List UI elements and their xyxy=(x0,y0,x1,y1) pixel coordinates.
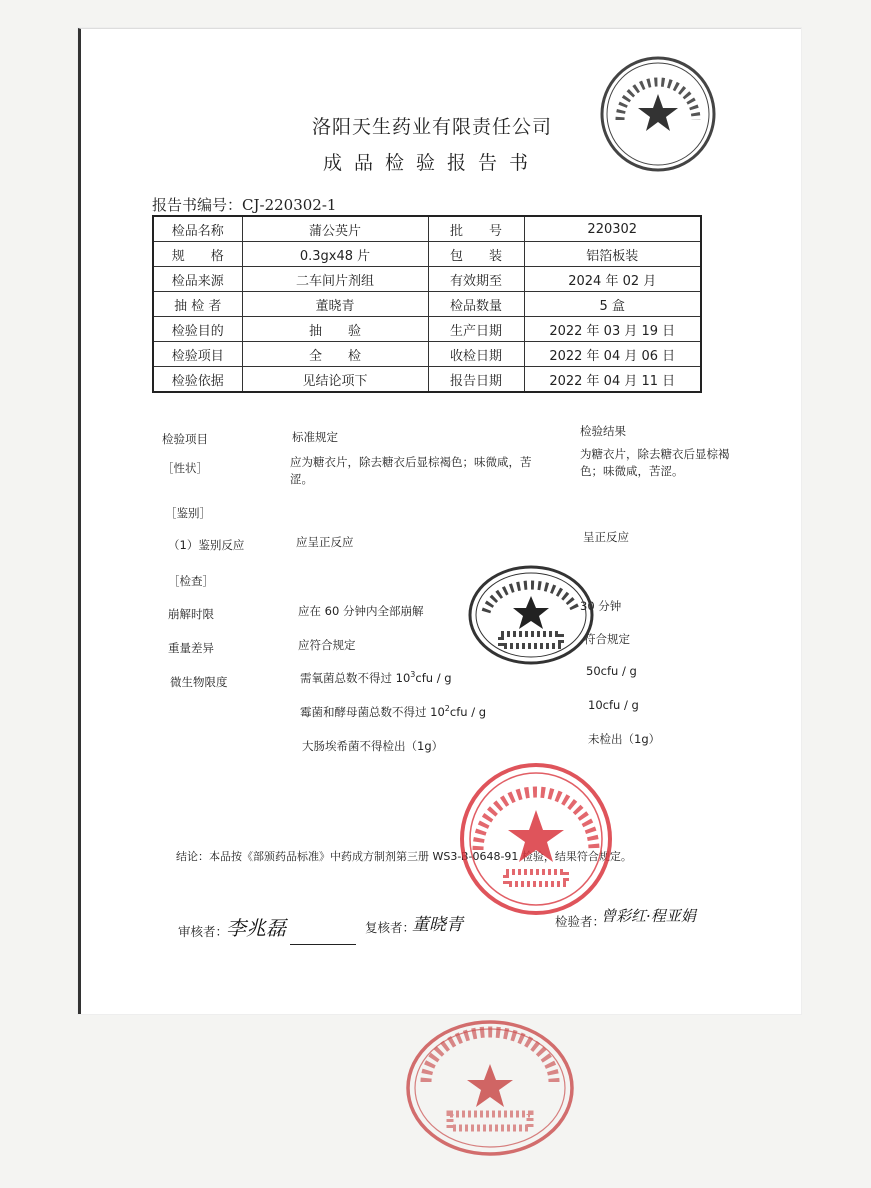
conclusion: 结论：本品按《部颁药品标准》中药成方制剂第三册 WS3-B-0648-91 检验，结果符合规定。 xyxy=(176,850,632,863)
cell-value: 220302 xyxy=(524,216,701,242)
cell-value: 铝箔板装 xyxy=(524,242,701,267)
cell-label: 收检日期 xyxy=(428,342,524,367)
table-row xyxy=(153,367,701,393)
reviewer-underline xyxy=(290,944,356,945)
company-name: 洛阳天生药业有限责任公司 xyxy=(312,116,553,138)
micro3-result: 未检出（1g） xyxy=(588,732,661,746)
table-row xyxy=(153,242,701,267)
cell-value: 2022 年 04 月 06 日 xyxy=(524,342,701,367)
micro2-standard-text: 霉菌和酵母菌总数不得过 10 xyxy=(300,705,445,719)
seal-red xyxy=(452,760,620,918)
table-row xyxy=(153,216,701,242)
bengjie-item: 崩解时限 xyxy=(168,607,214,621)
checker-label: 复核者： xyxy=(365,920,416,935)
cell-label: 检验目的 xyxy=(153,317,242,342)
cell-value: 0.3gx48 片 xyxy=(242,242,428,267)
cell-value: 抽 验 xyxy=(242,317,428,342)
zhongliang-standard: 应符合规定 xyxy=(298,638,356,652)
col-header-standard: 标准规定 xyxy=(292,430,338,444)
section-xingzhuang: ［性状］ xyxy=(162,461,208,475)
micro2-standard xyxy=(300,704,486,720)
seal-top-right xyxy=(596,52,720,176)
report-number-label: 报告书编号： xyxy=(152,196,243,214)
report-number-value: CJ-220302-1 xyxy=(242,196,337,214)
section-jianbie: ［鉴别］ xyxy=(165,506,211,520)
micro3-standard: 大肠埃希菌不得检出（1g） xyxy=(302,739,444,753)
cell-label: 规 格 xyxy=(153,242,242,267)
zhongliang-item: 重量差异 xyxy=(168,641,214,655)
cell-label: 检品数量 xyxy=(428,292,524,317)
cell-value: 2024 年 02 月 xyxy=(524,267,701,292)
table-row xyxy=(153,292,701,317)
cell-label: 生产日期 xyxy=(428,317,524,342)
cell-value: 二车间片剂组 xyxy=(242,267,428,292)
report-title: 成品检验报告书 xyxy=(323,152,541,174)
cell-value: 董晓青 xyxy=(242,292,428,317)
micro1-standard xyxy=(300,670,452,686)
cell-value: 2022 年 03 月 19 日 xyxy=(524,317,701,342)
zhongliang-result: 符合规定 xyxy=(584,632,630,646)
cell-label: 检品来源 xyxy=(153,267,242,292)
reviewer-signature: 李兆磊 xyxy=(226,916,286,940)
cell-value: 全 检 xyxy=(242,342,428,367)
cell-value: 见结论项下 xyxy=(242,367,428,393)
table-row xyxy=(153,317,701,342)
cell-label: 抽 检 者 xyxy=(153,292,242,317)
col-header-item: 检验项目 xyxy=(162,432,208,446)
jianbie-item: （1）鉴别反应 xyxy=(168,538,245,552)
cell-label: 检品名称 xyxy=(153,216,242,242)
reviewer-label: 审核者： xyxy=(178,924,229,939)
xingzhuang-standard: 应为糖衣片，除去糖衣后显棕褐色；味微咸，苦涩。 xyxy=(290,455,532,486)
micro2-exponent: 2 xyxy=(444,704,450,714)
inspector-label: 检验者： xyxy=(555,914,606,929)
cell-label: 检验项目 xyxy=(153,342,242,367)
col-header-result: 检验结果 xyxy=(580,424,626,438)
table-row xyxy=(153,267,701,292)
section-jiancha: ［检查］ xyxy=(168,574,214,588)
micro-item: 微生物限度 xyxy=(170,675,228,689)
cell-label: 包 装 xyxy=(428,242,524,267)
cell-value: 蒲公英片 xyxy=(242,216,428,242)
bengjie-result: 30 分钟 xyxy=(580,599,622,613)
checker-signature: 董晓青 xyxy=(412,915,463,935)
info-table xyxy=(152,215,702,393)
table-row xyxy=(153,342,701,367)
cell-label: 报告日期 xyxy=(428,367,524,393)
seal-middle xyxy=(466,562,596,668)
micro1-exponent: 3 xyxy=(410,670,416,680)
micro1-unit: cfu / g xyxy=(415,671,452,685)
jianbie-result: 呈正反应 xyxy=(583,530,629,544)
cell-label: 批 号 xyxy=(428,216,524,242)
micro2-result: 10cfu / g xyxy=(588,698,639,712)
jianbie-standard: 应呈正反应 xyxy=(296,535,354,549)
xingzhuang-result: 为糖衣片，除去糖衣后显棕褐色；味微咸，苦涩。 xyxy=(580,447,730,478)
micro2-unit: cfu / g xyxy=(449,705,487,719)
cell-label: 检验依据 xyxy=(153,367,242,393)
micro1-standard-text: 需氧菌总数不得过 10 xyxy=(300,671,411,685)
cell-value: 2022 年 04 月 11 日 xyxy=(524,367,701,393)
seal-bottom xyxy=(404,1016,576,1160)
inspector-signature: 曾彩红·程亚娟 xyxy=(601,907,696,925)
cell-label: 有效期至 xyxy=(428,267,524,292)
bengjie-standard: 应在 60 分钟内全部崩解 xyxy=(298,604,424,618)
report-number xyxy=(152,194,336,215)
cell-value: 5 盒 xyxy=(524,292,701,317)
micro1-result: 50cfu / g xyxy=(586,664,637,678)
